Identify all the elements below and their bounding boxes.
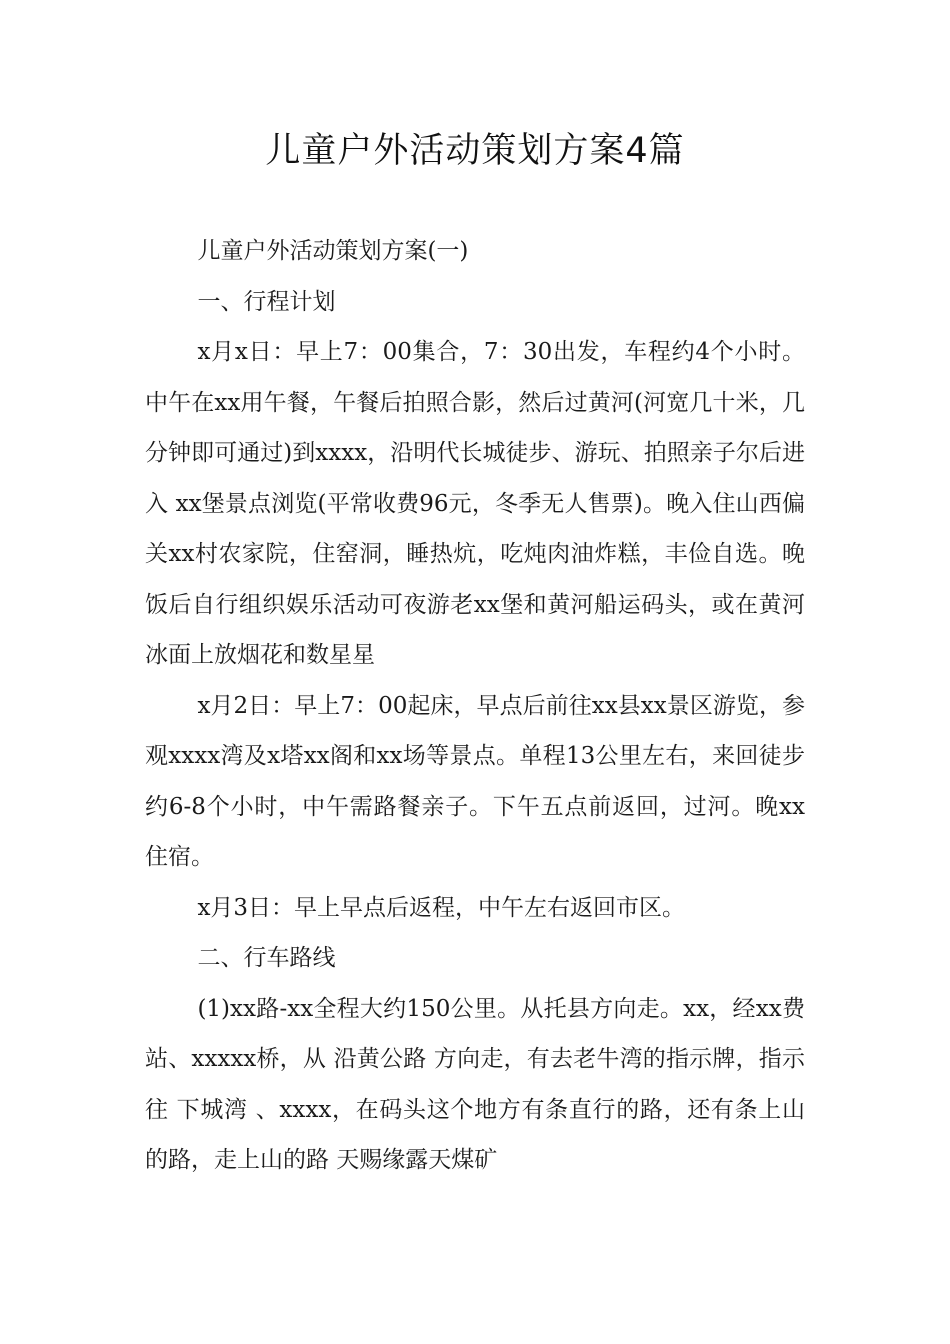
- document-title: 儿童户外活动策划方案4篇: [265, 131, 685, 171]
- paragraph-day-two: x月2日：早上7：00起床，早点后前往xx县xx景区游览，参观xxxx湾及x塔xx阁和xx场等景点。单程13公里左右，来回徒步约6-8个小时，中午需路餐亲子。下午五点前返回，过河。晚xx住宿。: [145, 692, 805, 870]
- paragraph-day-one: x月x日：早上7：00集合，7：30出发，车程约4个小时。中午在xx用午餐，午餐后拍照合影，然后过黄河(河宽几十米，几分钟即可通过)到xxxx，沿明代长城徒步、游玩、拍照亲子尔后进入 xx堡景点浏览(平常收费96元，冬季无人售票)。晚入住山西偏关xx村农家院，住窑洞，睡热炕，吃炖肉油炸糕，丰俭自选。晚饭后自行组织娱乐活动可夜游老xx堡和黄河船运码头，或在黄河冰面上放烟花和数星星: [145, 339, 805, 668]
- paragraph-route-one: (1)xx路-xx全程大约150公里。从托县方向走。xx，经xx费站、xxxxx桥，从 沿黄公路 方向走，有去老牛湾的指示牌，指示往 下城湾 、xxxx，在码头这个地方有条直行的路，还有条上山的路，走上山的路 天赐缘露天煤矿: [145, 995, 805, 1173]
- section-heading-route: 二、行车路线: [197, 945, 336, 971]
- paragraph-day-three: x月3日：早上早点后返程，中午左右返回市区。: [197, 894, 686, 921]
- document-body: [145, 226, 805, 1186]
- section-heading-plan-one: 儿童户外活动策划方案(一): [197, 238, 469, 264]
- section-heading-itinerary: 一、行程计划: [197, 288, 336, 315]
